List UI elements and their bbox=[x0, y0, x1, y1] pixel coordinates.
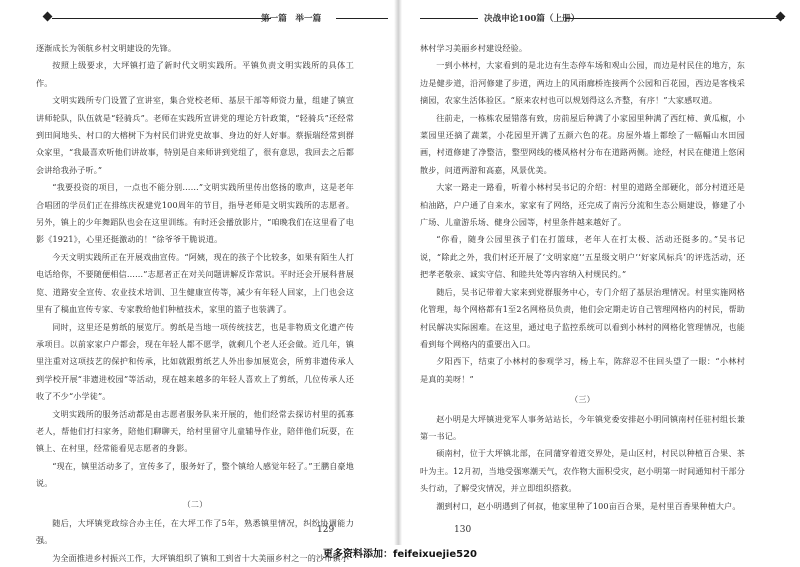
right-header-title: 决战申论100篇（上册） bbox=[484, 14, 580, 24]
paragraph: 文明实践所专门设置了宣讲室，集合党校老师、基层干部等师资力量，组建了镇宣讲师轮队，队伍就是“轻骑兵”。老师在实践所宣讲党的理论方针政策，“轻骑兵”还经常到田间地头、村口的大榕树下为村民们讲党史故事、身边的好人好事。蔡振瑞经常到群众家里，“我最喜欢听他们讲故事，特别是自来师讲到党组了，很有意思，我回去之后都会讲给我孙子听。” bbox=[36, 95, 354, 175]
paragraph: “你看，随身公园里孩子们在打篮球，老年人在打太极、活动还挺多的。”吴书记说，“除此之外，我们村还开展了‘文明家庭’‘五星级文明户’‘好家风标兵’的评选活动，还把孝老敬亲、诚实守信、和睦共处等内容纳入村规民约。” bbox=[420, 234, 745, 280]
paragraph: 今天文明实践所正在开展戏曲宣传。“阿姨，现在的孩子个比较多，如果有陌生人打电话给你，不要随便相信……”志愿者正在对关问题讲解反诈常识。平时还会开展科普展览、道路安全宣传、农业技术培训、卫生健康宣传等，减少有年轻人回家，上门也会这里有了稿血宣传专家、专家教给他们种植技术，家里的篮子也装满了。 bbox=[36, 251, 354, 315]
header-rule bbox=[420, 18, 478, 19]
paragraph: 硕南村，位于大坪镇北部，在同蒲穿着道交界处，是山区村，村民以种植百合果、茶叶为主。12月初，当地受强寒潮天气，农作物大面积受灾，赵小明第一时间通知村干部分头行动，了解受灾情况，并立即组织搭救。 bbox=[420, 448, 745, 494]
right-page-number: 130 bbox=[454, 525, 472, 535]
header-diamond-ornament bbox=[43, 12, 53, 22]
paragraph: 随后，吴书记带着大家来到党群服务中心，专门介绍了基层治理情况。村里实施网格化管理，每个网格都有1至2名网格员负责，他们会定期走访自己管理网格内的村民，帮助村民解决实际困难。在这里，通过电子监控系统可以看到小林村的网格化管理情况，也能看到每个网格内的重要出入口。 bbox=[420, 286, 745, 349]
paragraph: 一到小林村，大家看到的是北边有生态停车场和观山公园，而边是村民住的地方，东边是健步道，沿河修建了步道，两边上的风雨廊桥连接两个公园和百花园，西边是客栈采摘园，农家生活体验区。“原来农村也可以规划得这么齐整，有序！”大家感叹道。 bbox=[420, 60, 745, 106]
header-rule bbox=[336, 18, 388, 19]
left-page bbox=[0, 0, 395, 563]
right-page bbox=[400, 0, 800, 545]
paragraph: 赵小明是大坪镇进党军人事务站站长，今年镇党委安排赵小明同镇南村任驻村组长兼第一书记。 bbox=[420, 413, 745, 441]
right-page-body bbox=[420, 40, 745, 515]
header-rule bbox=[566, 18, 784, 19]
paragraph: “现在，镇里活动多了，宣传多了，服务好了，整个镇给人感觉年轻了。”王鹏自豪地说。 bbox=[36, 460, 354, 489]
paragraph: 随后，大坪镇党政综合办主任，在大坪工作了5年，熟悉镇里情况，纠纷协调能力强。 bbox=[36, 517, 354, 546]
left-page-number: 129 bbox=[317, 525, 335, 535]
left-page-header bbox=[36, 10, 377, 28]
paragraph: 潮到村口，赵小明遇到了何叔，他家里种了100亩百合果，是村里百香果种植大户。 bbox=[436, 500, 741, 511]
left-header-title: 第一篇 举一篇 bbox=[261, 14, 322, 24]
paragraph: 为全面推进乡村振兴工作，大坪镇组织了镇和工到省十大美丽乡村之一的沙市镇小 bbox=[52, 552, 349, 563]
paragraph: 夕阳西下，结束了小林村的参观学习，杨上车，陈辞忍不住回头望了一眼：“小林村是真的美呀！” bbox=[420, 356, 745, 384]
paragraph: 按照上级要求，大坪镇打造了新时代文明实践所。平镇负责文明实践所的具体工作。 bbox=[36, 60, 354, 88]
paragraph: 文明实践所的服务活动都是由志愿者服务队来开展的，他们经常去探访村里的孤寡老人，帮他们打扫家务，陪他们聊聊天，给村里留守儿童辅导作业，陪伴他们玩耍，在镇上、在村里，经常能看见志愿者的身影。 bbox=[36, 408, 354, 454]
section-heading: （三） bbox=[570, 394, 595, 405]
footer-watermark-text: 更多资料添加：feifeixuejie520 bbox=[323, 549, 477, 560]
section-heading: （二） bbox=[182, 498, 208, 509]
left-page-body bbox=[36, 40, 354, 567]
paragraph: 逐渐成长为领航乡村文明建设的先锋。 bbox=[36, 43, 177, 53]
paragraph: 同时，这里还是剪纸的展览厅。剪纸是当地一项传统技艺，也是非物质文化遗产传承项目。以前家家户户都会，现在年轻人都不愿学，就剩几个老人还会做。近几年，镇里注重对这项技艺的保护和传承，比如就跟剪纸艺人外出参加展览会，所剪非遗传承人到学校开展“非遗进校园”等活动，现在越来越多的年轻人喜欢上了剪纸，几位传承人还收了不少“小学徒”。 bbox=[36, 321, 354, 402]
paragraph: 大家一路走一路看，听着小林村吴书记的介绍：村里的道路全部硬化，部分村道还是柏油路，户户通了自来水，家家有了网络，还完成了南污分流和生态公厕建设，修建了小广场、儿童游乐场、健身公园等，村里条件越来越好了。 bbox=[420, 182, 745, 228]
header-rule bbox=[52, 18, 271, 19]
paragraph: “我要投资的项目，一点也不能分别……”文明实践所里传出悠扬的歌声，这是老年合唱团的学员们正在排练庆祝建党100周年的节目，指导老师是文明实践所的志愿者。另外，镇上的少年舞蹈队也会在这里训练。有时还会播放影片，“咱晚我们在这里看了电影《1921》，心里还挺激动的！”徐爷爷干脆说道。 bbox=[36, 182, 354, 245]
header-diamond-ornament bbox=[776, 12, 786, 22]
paragraph: 林村学习美丽乡村建设经验。 bbox=[420, 43, 528, 53]
paragraph: 往前走，一栋栋农屋错落有致，房前屋后种满了小家园里种满了西红柿、黄瓜椒，小菜园里还摘了蔬菜，小花园里开满了五颜六色的花。房屋外墙上都绘了一幅幅山水田园画，村道修建了净整洁，整型网线的楼风格村分布在道路两侧。途经，村民在健道上悠闲散步，问道两游和高嘉，风景优美。 bbox=[420, 112, 745, 175]
right-page-header bbox=[420, 10, 764, 28]
